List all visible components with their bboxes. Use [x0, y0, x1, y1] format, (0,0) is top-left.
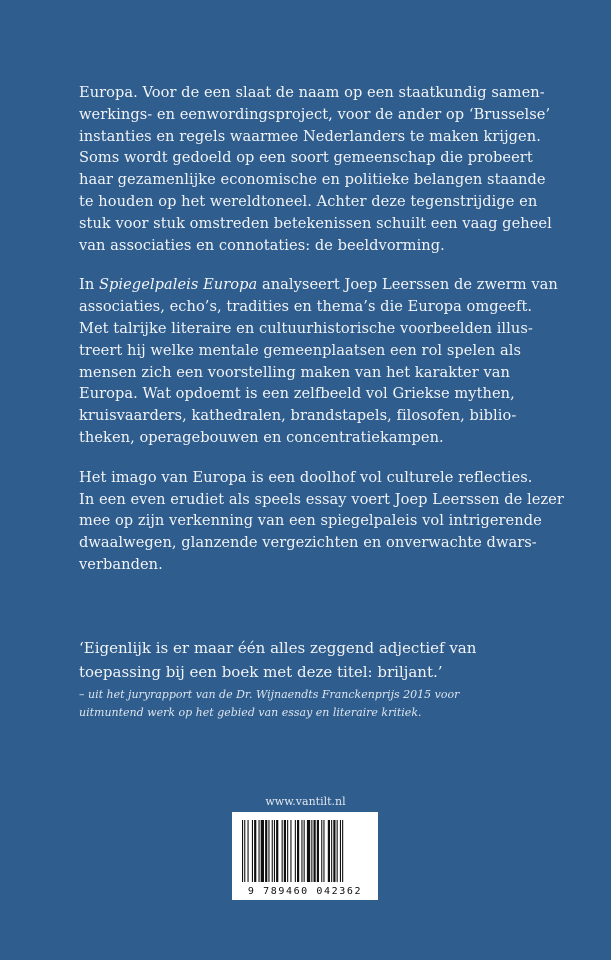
- barcode-bar: [342, 820, 343, 882]
- attribution-line: uitmuntend werk op het gebied van essay en literaire kritiek.: [79, 706, 422, 719]
- text-line: associaties, echo’s, tradities en thema’s die Europa omgeeft.: [79, 298, 533, 316]
- isbn-barcode: [232, 812, 378, 900]
- barcode-bar: [337, 820, 338, 882]
- barcode-bar: [272, 820, 273, 882]
- paragraph-2: [79, 274, 558, 448]
- barcode-bar: [317, 820, 319, 882]
- barcode-bar: [333, 820, 335, 882]
- barcode-bar: [340, 820, 341, 882]
- text-line: [79, 274, 558, 296]
- text-line: kruisvaarders, kathedralen, brandstapels, filosofen, biblio-: [79, 407, 517, 425]
- isbn-digits: 9 789460 042362: [247, 886, 363, 897]
- text-line: instanties en regels waarmee Nederlanders te maken krijgen.: [79, 127, 541, 145]
- text-line: van associaties en connotaties: de beeldvorming.: [79, 236, 445, 254]
- quote-line: toepassing bij een boek met deze titel: briljant.’: [79, 663, 443, 681]
- text-fragment: In: [79, 276, 99, 294]
- barcode-bar: [301, 820, 302, 882]
- barcode-bar: [265, 820, 267, 882]
- text-line: haar gezamenlijke economische en politieke belangen staande: [79, 171, 546, 189]
- barcode-bar: [321, 820, 322, 882]
- barcode-bar: [282, 820, 283, 882]
- barcode-bar: [290, 820, 291, 882]
- quote-line: ‘Eigenlijk is er maar één alles zeggend adjectief van: [79, 639, 477, 657]
- blurb-text: [79, 82, 564, 594]
- text-line: Met talrijke literaire en cultuurhistorische voorbeelden illus-: [79, 319, 533, 337]
- barcode-bar: [297, 820, 299, 882]
- paragraph-1: [79, 82, 552, 256]
- barcode-bar: [295, 820, 296, 882]
- attribution-line: – uit het juryrapport van de Dr. Wijnaendts Franckenprijs 2015 voor: [79, 688, 460, 701]
- review-quote: [79, 636, 549, 684]
- text-line: mensen zich een voorstelling maken van het karakter van: [79, 363, 510, 381]
- text-line: verbanden.: [79, 555, 163, 573]
- text-line: In een even erudiet als speels essay voert Joep Leerssen de lezer: [79, 490, 564, 508]
- barcode-bar: [254, 820, 256, 882]
- text-fragment: analyseert Joep Leerssen de zwerm van: [257, 276, 558, 294]
- text-line: theken, operagebouwen en concentratiekampen.: [79, 428, 444, 446]
- quote-attribution: [79, 686, 549, 722]
- text-line: treert hij welke mentale gemeenplaatsen een rol spelen als: [79, 341, 521, 359]
- text-line: werkings- en eenwordingsproject, voor de ander op ‘Brusselse’: [79, 105, 551, 123]
- barcode-bar: [328, 820, 330, 882]
- text-line: Soms wordt gedoeld op een soort gemeenschap die probeert: [79, 149, 533, 167]
- barcode-bar: [311, 820, 312, 882]
- barcode-bar: [304, 820, 305, 882]
- barcode-bar: [276, 820, 278, 882]
- barcode-bar: [268, 820, 269, 882]
- barcode-bar: [331, 820, 332, 882]
- barcode-bar: [248, 820, 249, 882]
- barcode-bar: [252, 820, 253, 882]
- text-line: mee op zijn verkenning van een spiegelpaleis vol intrigerende: [79, 512, 542, 530]
- publisher-website: www.vantilt.nl: [265, 795, 346, 808]
- barcode-bar: [261, 820, 264, 882]
- book-title-italic: Spiegelpaleis Europa: [98, 276, 258, 294]
- barcode-bar: [287, 820, 288, 882]
- barcode-bar: [274, 820, 275, 882]
- barcode-bar: [284, 820, 286, 882]
- text-line: te houden op het wereldtoneel. Achter deze tegenstrijdige en: [79, 192, 538, 210]
- barcode-bar: [242, 820, 243, 882]
- barcode-bar: [244, 820, 245, 882]
- barcode-bars: [232, 812, 378, 886]
- barcode-bar: [323, 820, 324, 882]
- text-line: Het imago van Europa is een doolhof vol culturele reflecties.: [79, 468, 533, 486]
- barcode-bar: [314, 820, 316, 882]
- barcode-bar: [259, 820, 260, 882]
- text-line: dwaalwegen, glanzende vergezichten en onverwachte dwars-: [79, 534, 537, 552]
- text-line: Europa. Wat opdoemt is een zelfbeeld vol Griekse mythen,: [79, 385, 515, 403]
- text-line: Europa. Voor de een slaat de naam op een staatkundig samen-: [79, 84, 545, 101]
- barcode-bar: [307, 820, 310, 882]
- text-line: stuk voor stuk omstreden betekenissen schuilt een vaag geheel: [79, 214, 552, 232]
- paragraph-3: [79, 467, 564, 576]
